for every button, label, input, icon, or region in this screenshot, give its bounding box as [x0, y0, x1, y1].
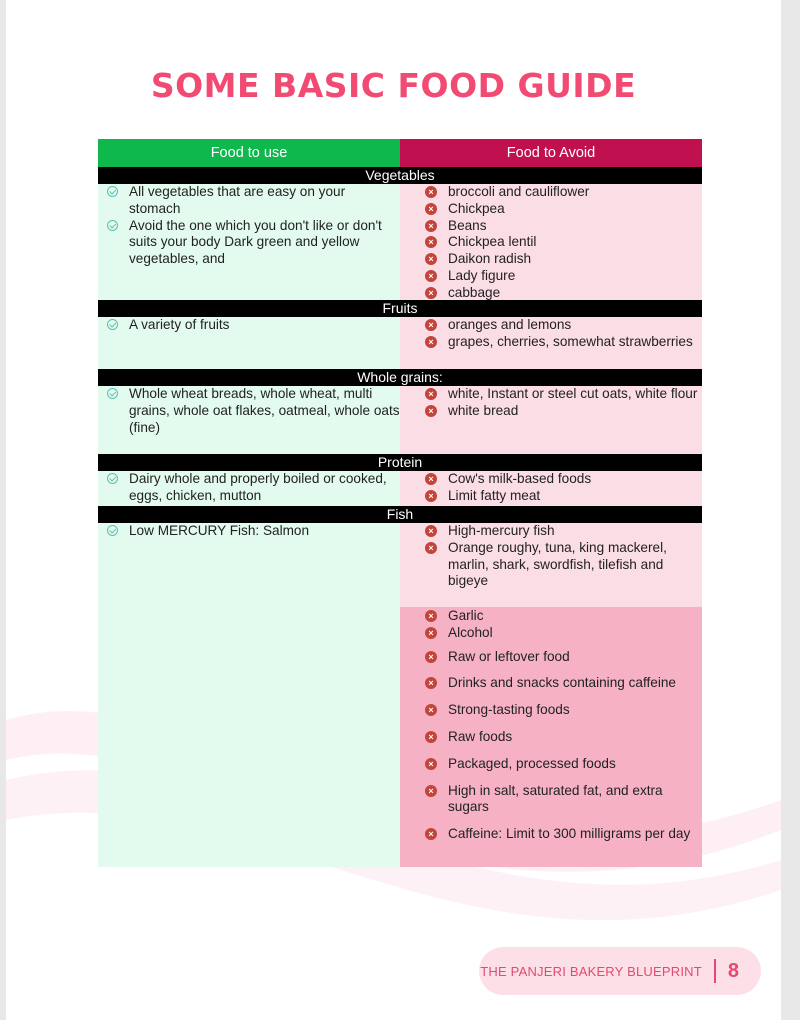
list-item: × Chickpea lentil	[448, 234, 702, 251]
list-item: Low MERCURY Fish: Salmon	[129, 523, 400, 540]
x-circle-icon: ×	[425, 405, 437, 417]
list-item: × Chickpea	[448, 201, 702, 218]
list-item: × cabbage	[448, 285, 702, 302]
x-circle-icon: ×	[425, 473, 437, 485]
list-item: × Orange roughy, tuna, king mackerel, marlin, shark, swordfish, tilefish and bigeye	[448, 540, 702, 590]
check-circle-icon	[107, 186, 118, 197]
page-title: SOME BASIC FOOD GUIDE	[150, 66, 637, 105]
list-item: All vegetables that are easy on your stomach	[129, 184, 400, 218]
x-circle-icon: ×	[425, 203, 437, 215]
list-item: Dairy whole and properly boiled or cooked, eggs, chicken, mutton	[129, 471, 400, 505]
x-circle-icon: ×	[425, 490, 437, 502]
section-row-other-avoid	[98, 607, 702, 867]
list-item: × Cow's milk-based foods	[448, 471, 702, 488]
list-item: × Drinks and snacks containing caffeine	[448, 675, 702, 692]
list-item: × Raw foods	[448, 729, 702, 746]
food-guide-table	[98, 139, 702, 867]
header-food-to-avoid: Food to Avoid	[400, 139, 702, 167]
x-circle-icon: ×	[425, 336, 437, 348]
x-circle-icon: ×	[425, 525, 437, 537]
section-row-whole-grains	[98, 386, 702, 454]
list-item: × High in salt, saturated fat, and extra sugars	[448, 783, 702, 817]
header-food-to-use: Food to use	[98, 139, 400, 167]
viewer-background-strip	[781, 0, 800, 1020]
check-circle-icon	[107, 220, 118, 231]
x-circle-icon: ×	[425, 731, 437, 743]
page-footer	[479, 947, 761, 995]
list-item: × grapes, cherries, somewhat strawberries	[448, 334, 702, 351]
x-circle-icon: ×	[425, 828, 437, 840]
x-circle-icon: ×	[425, 220, 437, 232]
footer-divider	[714, 959, 716, 983]
section-header-fish: Fish	[98, 506, 702, 523]
check-circle-icon	[107, 388, 118, 399]
section-header-whole-grains: Whole grains:	[98, 369, 702, 386]
section-header-protein: Protein	[98, 454, 702, 471]
list-item: × Limit fatty meat	[448, 488, 702, 505]
section-header-fruits: Fruits	[98, 300, 702, 317]
table-header	[98, 139, 702, 167]
x-circle-icon: ×	[425, 287, 437, 299]
list-item: × oranges and lemons	[448, 317, 702, 334]
list-item: × Raw or leftover food	[448, 649, 702, 666]
x-circle-icon: ×	[425, 627, 437, 639]
list-item: × Beans	[448, 218, 702, 235]
x-circle-icon: ×	[425, 704, 437, 716]
section-row-protein	[98, 471, 702, 506]
check-circle-icon	[107, 525, 118, 536]
list-item: × Strong-tasting foods	[448, 702, 702, 719]
list-item: × Alcohol	[448, 625, 702, 642]
list-item: Avoid the one which you don't like or don't suits your body Dark green and yellow vegetables, and	[129, 218, 400, 268]
x-circle-icon: ×	[425, 651, 437, 663]
list-item: × Lady figure	[448, 268, 702, 285]
x-circle-icon: ×	[425, 610, 437, 622]
x-circle-icon: ×	[425, 236, 437, 248]
list-item: × Caffeine: Limit to 300 milligrams per day	[448, 826, 702, 843]
x-circle-icon: ×	[425, 186, 437, 198]
x-circle-icon: ×	[425, 319, 437, 331]
section-header-vegetables: Vegetables	[98, 167, 702, 184]
check-circle-icon	[107, 319, 118, 330]
section-row-fruits	[98, 317, 702, 369]
section-row-fish	[98, 523, 702, 607]
list-item: × High-mercury fish	[448, 523, 702, 540]
x-circle-icon: ×	[425, 388, 437, 400]
x-circle-icon: ×	[425, 758, 437, 770]
x-circle-icon: ×	[425, 542, 437, 554]
list-item: Whole wheat breads, whole wheat, multi grains, whole oat flakes, oatmeal, whole oats (fine)	[129, 386, 400, 436]
list-item: × Packaged, processed foods	[448, 756, 702, 773]
footer-title: THE PANJERI BAKERY BLUEPRINT	[480, 963, 702, 979]
list-item: A variety of fruits	[129, 317, 400, 334]
document-page	[6, 0, 781, 1020]
check-circle-icon	[107, 473, 118, 484]
list-item: × white, Instant or steel cut oats, white flour	[448, 386, 702, 403]
page-number: 8	[727, 959, 739, 982]
x-circle-icon: ×	[425, 270, 437, 282]
list-item: × Garlic	[448, 608, 702, 625]
x-circle-icon: ×	[425, 677, 437, 689]
list-item: × broccoli and cauliflower	[448, 184, 702, 201]
list-item: × Daikon radish	[448, 251, 702, 268]
list-item: × white bread	[448, 403, 702, 420]
x-circle-icon: ×	[425, 253, 437, 265]
section-row-vegetables	[98, 184, 702, 300]
x-circle-icon: ×	[425, 785, 437, 797]
